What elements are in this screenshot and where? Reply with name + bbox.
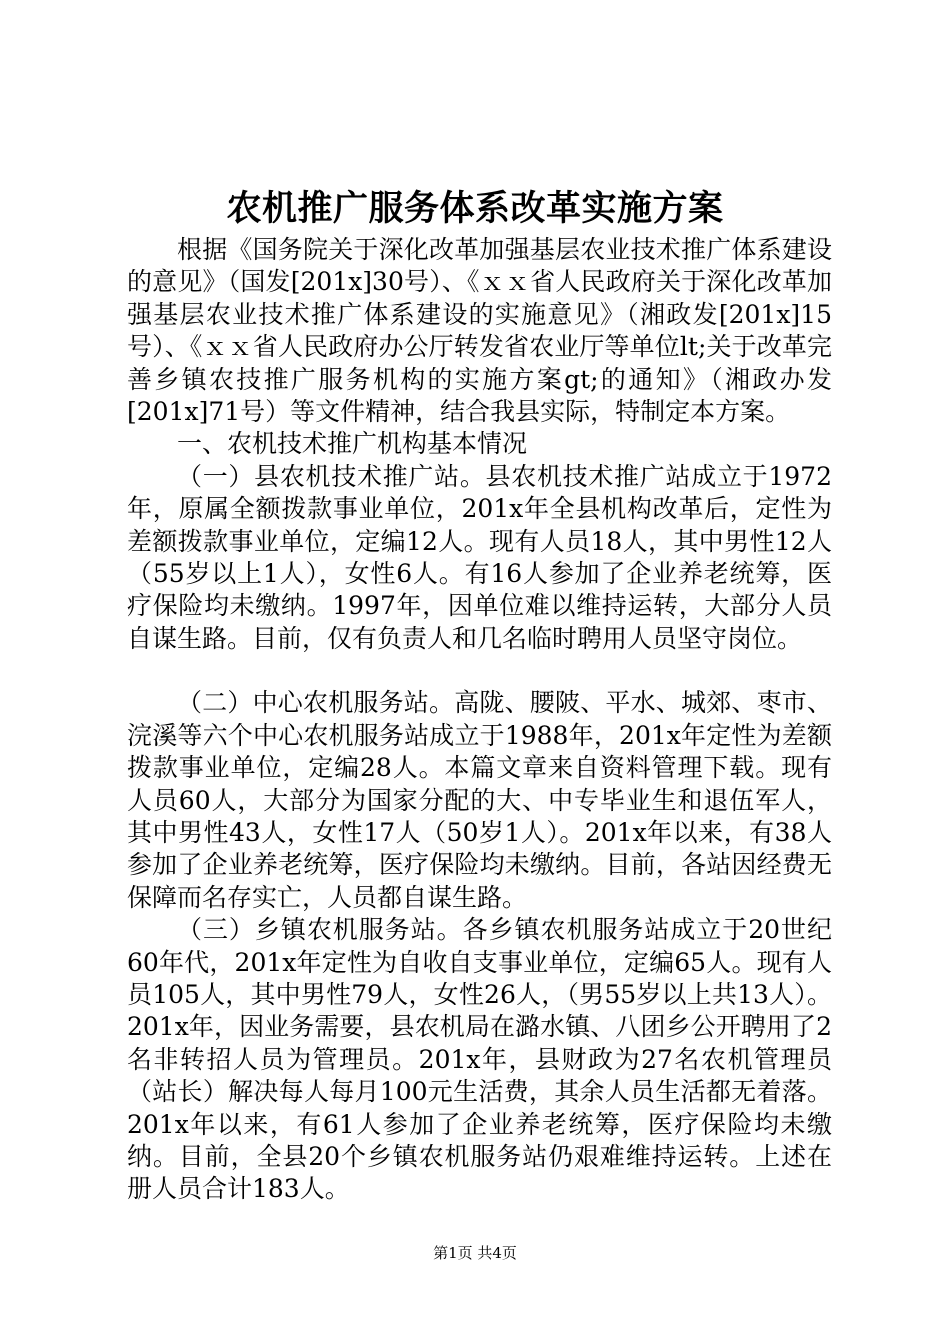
paragraph-intro: 根据《国务院关于深化改革加强基层农业技术推广体系建设的意见》（国发[201x]30号）、《ｘｘ省人民政府关于深化改革加强基层农业技术推广体系建设的实施意见》（湘政发[201x]15号）、《ｘｘ省人民政府办公厅转发省农业厅等单位lt;关于改革完善乡镇农技推广服务机构的实施方案gt;的通知》（湘政办发[201x]71号）等文件精神，结合我县实际，特制定本方案。 — [127, 235, 832, 427]
document-title: 农机推广服务体系改革实施方案 — [226, 188, 724, 229]
paragraph-township-station: （三）乡镇农机服务站。各乡镇农机服务站成立于20世纪60年代，201x年定性为自收自支事业单位，定编65人。现有人员105人，其中男性79人，女性26人，（男55岁以上共13人）。201x年，因业务需要，县农机局在潞水镇、八团乡公开聘用了2名非转招人员为管理员。201x年，县财政为27名农机管理员（站长）解决每人每月100元生活费，其余人员生活都无着落。201x年以来，有61人参加了企业养老统筹，医疗保险均未缴纳。目前，全县20个乡镇农机服务站仍艰难维持运转。上述在册人员合计183人。 — [127, 915, 832, 1204]
page-number: 第1页 共4页 — [433, 1244, 517, 1262]
section-heading: 一、农机技术推广机构基本情况 — [177, 429, 528, 459]
document-body — [127, 234, 832, 1206]
paragraph-central-station: （二）中心农机服务站。高陇、腰陂、平水、城郊、枣市、浣溪等六个中心农机服务站成立于1988年，201x年定性为差额拨款事业单位，定编28人。本篇文章来自资料管理下载。现有人员60人，大部分为国家分配的大、中专毕业生和退伍军人，其中男性43人，女性17人（50岁1人）。201x年以来，有38人参加了企业养老统筹，医疗保险均未缴纳。目前，各站因经费无保障而名存实亡，人员都自谋生路。 — [127, 688, 832, 912]
paragraph-county-station: （一）县农机技术推广站。县农机技术推广站成立于1972年，原属全额拨款事业单位，201x年全县机构改革后，定性为差额拨款事业单位，定编12人。现有人员18人，其中男性12人（55岁以上1人），女性6人。有16人参加了企业养老统筹，医疗保险均未缴纳。1997年，因单位难以维持运转，大部分人员自谋生路。目前，仅有负责人和几名临时聘用人员坚守岗位。 — [127, 461, 832, 653]
